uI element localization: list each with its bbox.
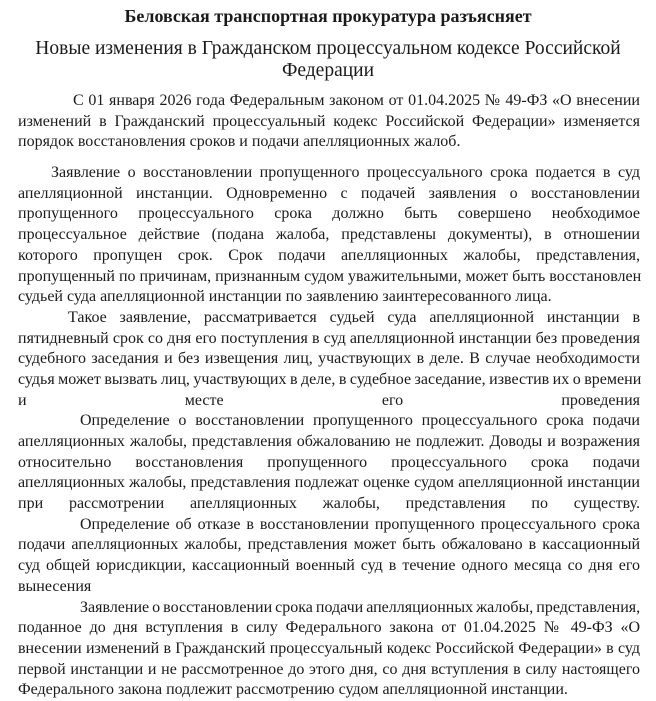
text-line: судебного заседания и без извещения лиц, участвующих в деле. В случае необходимости (18, 350, 640, 368)
text-line: которого пропущен срок. Срок подачи апелляционных жалобы, представления, (18, 246, 640, 264)
text-line: подачи апелляционных жалобы, представления может быть обжаловано в кассационный (18, 536, 640, 554)
paragraph (18, 598, 640, 701)
text-line: Определение об отказе в восстановлении пропущенного процессуального срока (80, 515, 640, 533)
text-line: пятидневный срок со дня его поступления в суд апелляционной инстанции без проведения (18, 329, 640, 347)
text-line: пропущенный по причинам, признанным судом уважительными, может быть восстановлен (18, 267, 642, 285)
text-line: первой инстанции и не рассмотренное до этого дня, со дня вступления в силу настоящего (18, 660, 640, 678)
text-line: Определение о восстановлении пропущенного процессуального срока подачи (80, 412, 640, 430)
paragraph (18, 515, 640, 598)
text-line: вынесения (18, 577, 92, 595)
text-line: Такое заявление, рассматривается судьей суда апелляционной инстанции в (68, 308, 640, 326)
text-line: внесении изменений в Гражданский процессуальный кодекс Российской Федерации» в суд (18, 639, 640, 657)
text-line: апелляционных жалобы, представления обжалованию не подлежит. Доводы и возражения (18, 433, 640, 450)
subtitle-line: Новые изменения в Гражданском процессуальном кодексе Российской (35, 38, 621, 59)
text-line: апелляционных жалобы, представления подлежат оценке судом апелляционной инстанции (18, 474, 640, 492)
text-line: суд общей юрисдикции, кассационный военный суд в течение одного месяца со дня его (18, 557, 640, 575)
text-line: судья может вызвать лиц, участвующих в деле, в судебное заседание, известив их о времени (18, 370, 642, 388)
document-title: Беловская транспортная прокуратура разъясняет (124, 6, 532, 26)
text-line: апелляционной инстанции. Одновременно с подачей заявления о восстановлении (18, 184, 640, 202)
text-line: процессуальное действие (подана жалоба, представлены документы), в отношении (18, 226, 640, 244)
text-line: и месте его проведения (18, 391, 640, 409)
text-line: Заявление о восстановлении срока подачи апелляционных жалобы, представления, (80, 598, 641, 616)
text-line: поданное до дня вступления в силу Федерального закона от 01.04.2025 № 49-ФЗ «О (18, 619, 640, 637)
text-line: судьей суда апелляционной инстанции по заявлению заинтересованного лица. (18, 288, 552, 306)
paragraph (18, 91, 640, 153)
paragraph (18, 411, 640, 514)
text-line: Заявление о восстановлении пропущенного процессуального срока подается в суд (51, 164, 640, 182)
text-line: относительно восстановления пропущенного процессуального срока подачи (18, 453, 640, 471)
paragraph (18, 308, 640, 411)
document-subtitle (0, 38, 656, 82)
paragraph (18, 163, 640, 308)
document-body (18, 91, 640, 701)
text-line: при рассмотрении апелляционных жалобы, представления по существу. (18, 495, 640, 513)
text-line: изменений в Гражданский процессуальный кодекс Российской Федерации» изменяется (18, 112, 640, 130)
text-line: С 01 января 2026 года Федеральным законом от 01.04.2025 № 49-ФЗ «О внесении (73, 92, 640, 109)
subtitle-line: Федерации (281, 60, 375, 81)
text-line: порядок восстановления сроков и подачи апелляционных жалоб. (18, 133, 461, 151)
text-line: пропущенного процессуального срока должно быть совершено необходимое (18, 205, 640, 223)
text-line: Федерального закона подлежит рассмотрению судом апелляционной инстанции. (18, 681, 568, 699)
